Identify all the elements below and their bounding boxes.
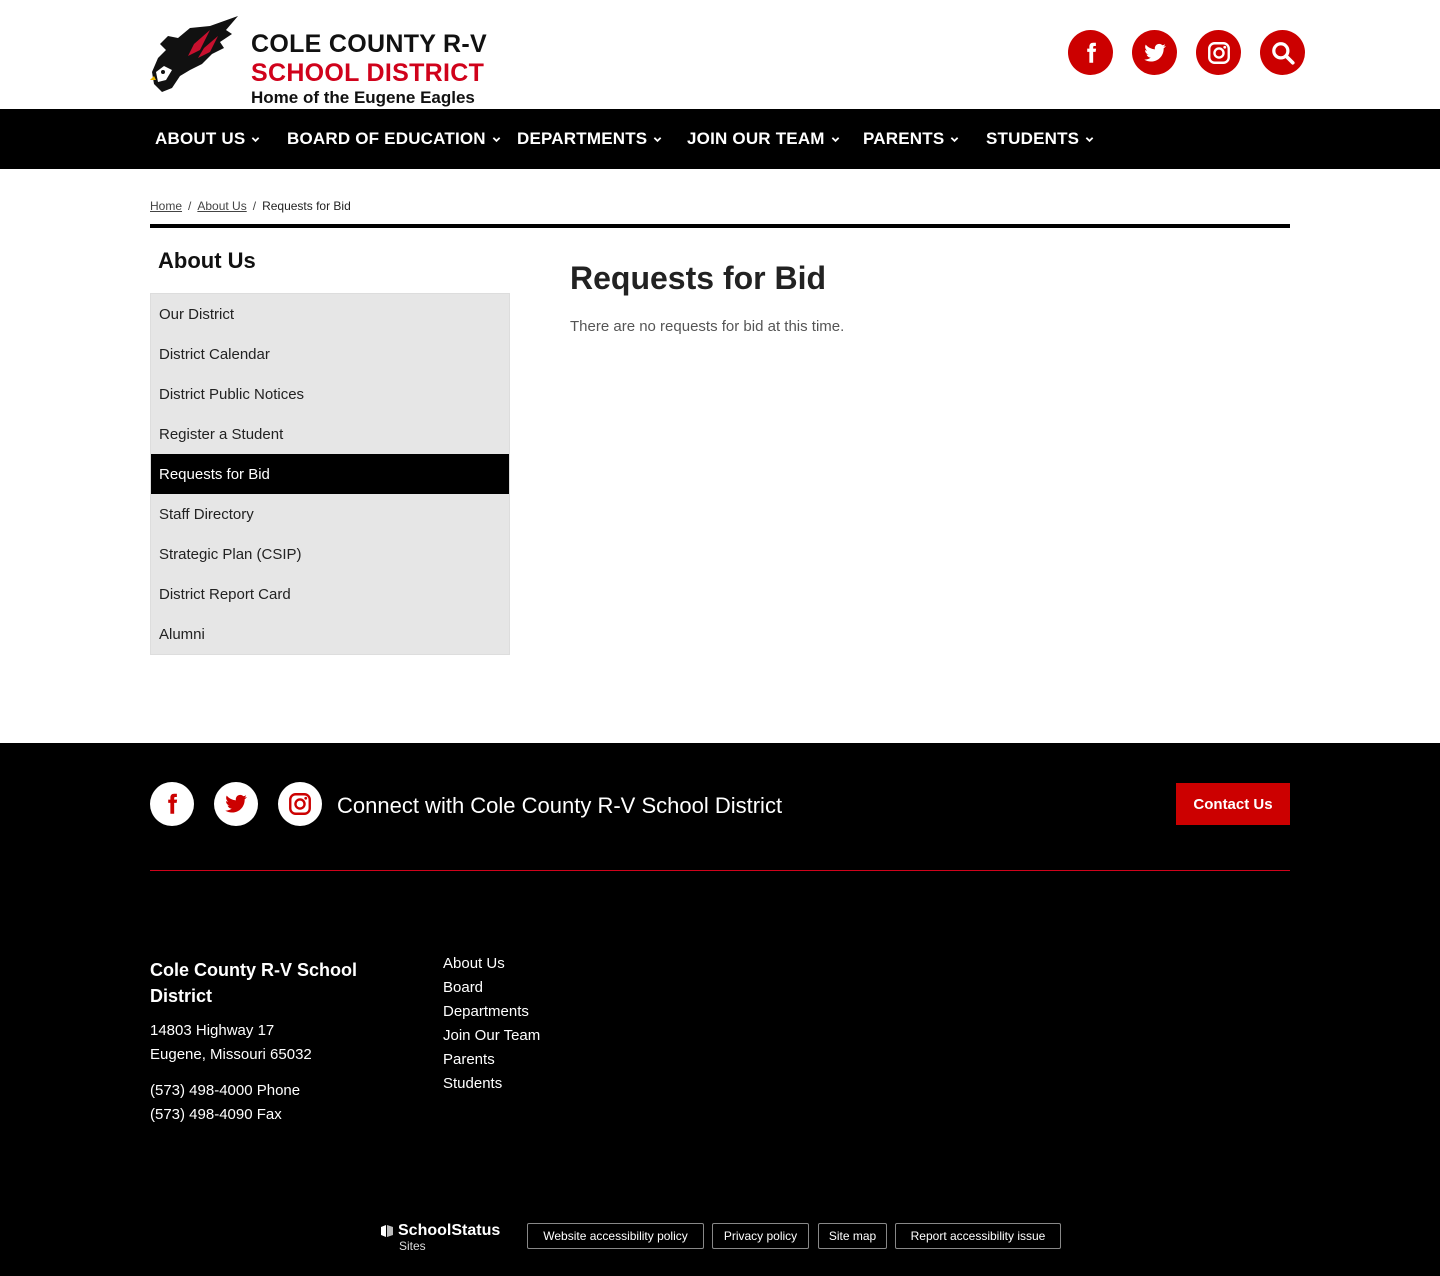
sidebar-item-requests-for-bid[interactable]: Requests for Bid bbox=[151, 454, 509, 494]
twitter-icon bbox=[223, 791, 249, 817]
footer-address-line2: Eugene, Missouri 65032 bbox=[150, 1046, 312, 1063]
instagram-icon bbox=[287, 791, 313, 817]
chevron-down-icon bbox=[251, 135, 260, 144]
footer-twitter-link[interactable] bbox=[214, 782, 258, 826]
nav-parents[interactable] bbox=[863, 109, 959, 169]
nav-students[interactable] bbox=[986, 109, 1094, 169]
instagram-link[interactable] bbox=[1196, 30, 1241, 75]
footer-district-name: Cole County R-V School District bbox=[150, 960, 357, 1006]
footer-facebook-link[interactable] bbox=[150, 782, 194, 826]
nav-label: STUDENTS bbox=[986, 129, 1080, 148]
nav-label: ABOUT US bbox=[155, 129, 246, 148]
breadcrumb-separator: / bbox=[188, 199, 192, 213]
footer-link-departments[interactable]: Departments bbox=[443, 1003, 529, 1020]
chevron-down-icon bbox=[653, 135, 662, 144]
footer-fax: (573) 498-4090 Fax bbox=[150, 1106, 282, 1123]
page-title: Requests for Bid bbox=[570, 260, 827, 296]
sidebar-title: About Us bbox=[158, 248, 256, 273]
sidebar-item-register-student[interactable]: Register a Student bbox=[159, 425, 284, 443]
breadcrumb-about-link[interactable]: About Us bbox=[197, 199, 247, 213]
footer-address-line1: 14803 Highway 17 bbox=[150, 1022, 275, 1039]
sidebar-item-our-district[interactable]: Our District bbox=[159, 305, 234, 323]
breadcrumb-divider bbox=[150, 224, 1290, 228]
footer-instagram-link[interactable] bbox=[278, 782, 322, 826]
sidebar-item-alumni[interactable]: Alumni bbox=[159, 625, 205, 643]
sidebar-item-report-card[interactable]: District Report Card bbox=[159, 585, 291, 603]
site-header bbox=[0, 0, 1440, 109]
nav-label: DEPARTMENTS bbox=[517, 129, 648, 148]
footer-link-students[interactable]: Students bbox=[443, 1075, 503, 1092]
nav-label: PARENTS bbox=[863, 129, 945, 148]
search-button[interactable] bbox=[1260, 30, 1305, 75]
chevron-down-icon bbox=[950, 135, 959, 144]
nav-departments[interactable] bbox=[517, 109, 662, 169]
book-icon bbox=[380, 1224, 394, 1238]
chevron-down-icon bbox=[492, 135, 501, 144]
sidebar-menu bbox=[150, 293, 510, 655]
footer-connect-text: Connect with Cole County R-V School District bbox=[337, 793, 783, 818]
schoolstatus-logo[interactable] bbox=[380, 1222, 500, 1253]
logo-tagline: Home of the Eugene Eagles bbox=[251, 88, 475, 107]
accessibility-policy-button[interactable]: Website accessibility policy bbox=[527, 1223, 704, 1249]
breadcrumb-current: Requests for Bid bbox=[262, 199, 351, 213]
facebook-link[interactable] bbox=[1068, 30, 1113, 75]
page-body-text: There are no requests for bid at this time. bbox=[570, 318, 845, 335]
district-logo[interactable] bbox=[150, 14, 490, 107]
footer-link-about-us[interactable]: About Us bbox=[443, 955, 505, 972]
chevron-down-icon bbox=[1085, 135, 1094, 144]
facebook-icon bbox=[1078, 40, 1104, 66]
sidebar-item-public-notices[interactable]: District Public Notices bbox=[159, 385, 305, 403]
breadcrumb-separator: / bbox=[252, 199, 257, 213]
footer-phone[interactable]: (573) 498-4000 Phone bbox=[150, 1082, 301, 1099]
twitter-link[interactable] bbox=[1132, 30, 1177, 75]
logo-title-line2: SCHOOL DISTRICT bbox=[251, 59, 485, 87]
nav-join-our-team[interactable] bbox=[687, 109, 840, 169]
search-icon bbox=[1270, 40, 1296, 66]
breadcrumb-home-link[interactable]: Home bbox=[150, 199, 183, 213]
footer-link-parents[interactable]: Parents bbox=[443, 1051, 495, 1068]
sidebar-item-district-calendar[interactable]: District Calendar bbox=[159, 345, 270, 363]
breadcrumb bbox=[150, 199, 351, 213]
site-map-button[interactable]: Site map bbox=[818, 1223, 887, 1249]
site-footer bbox=[0, 743, 1440, 1276]
footer-link-join-our-team[interactable]: Join Our Team bbox=[443, 1027, 541, 1044]
schoolstatus-brand-name: SchoolStatus bbox=[398, 1222, 501, 1239]
nav-about-us[interactable] bbox=[155, 109, 260, 169]
instagram-icon bbox=[1206, 40, 1232, 66]
nav-label: BOARD OF EDUCATION bbox=[287, 129, 486, 148]
nav-board-of-education[interactable] bbox=[287, 109, 501, 169]
logo-title-line1: COLE COUNTY R-V bbox=[251, 30, 487, 58]
eagle-logo-icon bbox=[150, 14, 240, 96]
sidebar-item-strategic-plan[interactable]: Strategic Plan (CSIP) bbox=[159, 545, 302, 563]
nav-label: JOIN OUR TEAM bbox=[687, 129, 825, 148]
footer-divider bbox=[150, 870, 1290, 871]
contact-us-button[interactable]: Contact Us bbox=[1176, 783, 1290, 825]
chevron-down-icon bbox=[831, 135, 840, 144]
privacy-policy-button[interactable]: Privacy policy bbox=[712, 1223, 809, 1249]
report-accessibility-issue-button[interactable]: Report accessibility issue bbox=[895, 1223, 1061, 1249]
sidebar-item-staff-directory[interactable]: Staff Directory bbox=[159, 505, 254, 523]
footer-link-board[interactable]: Board bbox=[443, 979, 484, 996]
main-navigation bbox=[0, 109, 1440, 169]
facebook-icon bbox=[159, 791, 185, 817]
schoolstatus-brand-sub: Sites bbox=[399, 1239, 426, 1253]
twitter-icon bbox=[1142, 40, 1168, 66]
